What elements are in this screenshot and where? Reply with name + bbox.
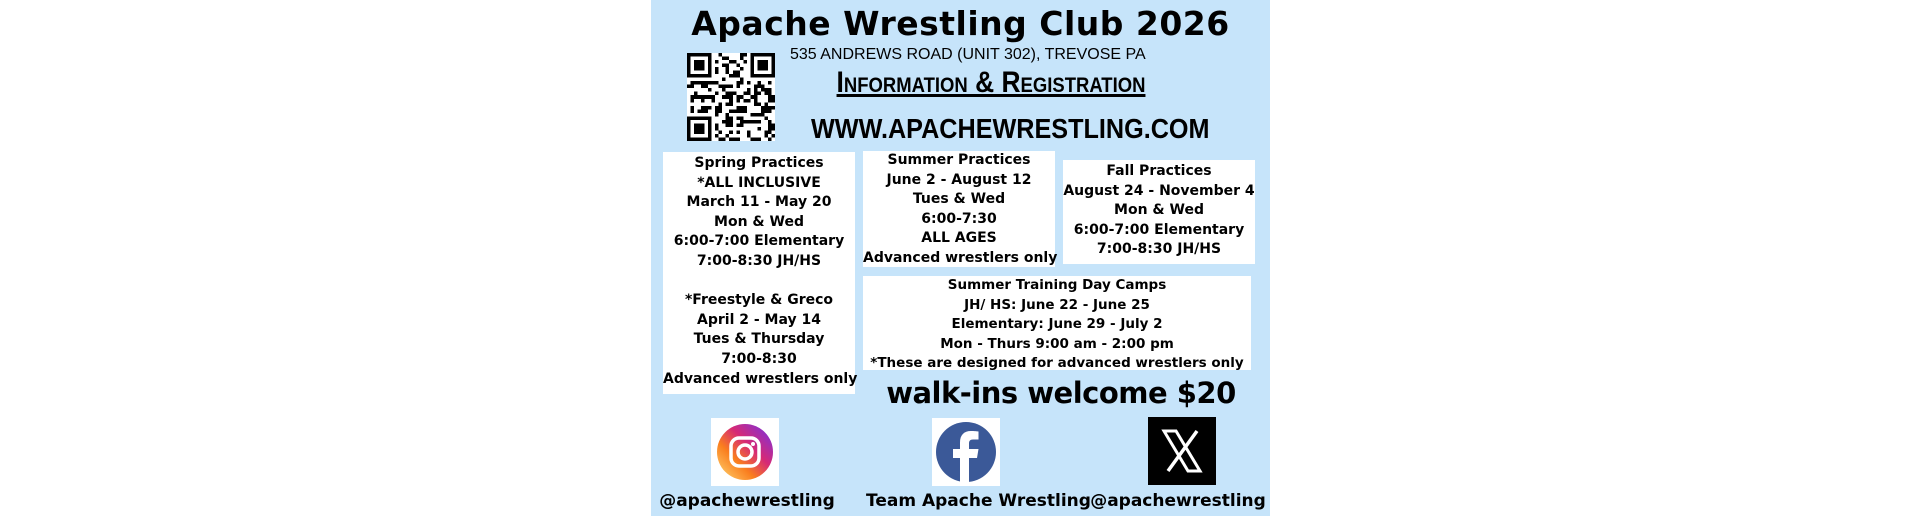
x-handle[interactable]: @apachewrestling [1090, 491, 1266, 511]
spring-line: 7:00-8:30 JH/HS [696, 252, 822, 269]
facebook-handle[interactable]: Team Apache Wrestling [866, 491, 1091, 511]
summer-line: June 2 - August 12 [886, 171, 1032, 188]
address: 535 ANDREWS ROAD (UNIT 302), TREVOSE PA [790, 46, 1146, 63]
qr-code-icon[interactable] [687, 53, 775, 141]
facebook-icon [932, 418, 1000, 486]
summer-camps-box [863, 276, 1251, 370]
flyer [651, 0, 1270, 516]
fall-line: 6:00-7:00 Elementary [1073, 221, 1245, 238]
spring-line: Advanced wrestlers only [663, 370, 858, 387]
x-button[interactable] [1148, 417, 1216, 485]
fall-practices-box [1063, 160, 1255, 264]
spring-line: *Freestyle & Greco [684, 292, 834, 309]
camps-line: JH/ HS: June 22 - June 25 [964, 296, 1150, 313]
summer-line: Advanced wrestlers only [863, 249, 1058, 266]
website-link[interactable]: WWW.APACHEWRESTLING.COM [811, 113, 1210, 144]
instagram-button[interactable] [711, 418, 779, 486]
facebook-button[interactable] [932, 418, 1000, 486]
spring-practices-box [663, 152, 858, 394]
spring-line: Mon & Wed [714, 213, 804, 230]
summer-practices-box [863, 151, 1058, 267]
spring-line: *ALL INCLUSIVE [697, 174, 821, 191]
fall-line: Fall Practices [1106, 163, 1212, 179]
spring-line: Spring Practices [694, 155, 824, 171]
walk-ins-banner: walk-ins welcome $20 [886, 376, 1236, 410]
page-title: Apache Wrestling Club 2026 [691, 4, 1230, 43]
spring-line: March 11 - May 20 [686, 194, 832, 211]
fall-line: August 24 - November 4 [1063, 182, 1255, 199]
fall-line: Mon & Wed [1114, 202, 1204, 219]
summer-line: ALL AGES [921, 230, 997, 247]
spring-spacer [663, 272, 855, 292]
spring-line: April 2 - May 14 [697, 311, 821, 328]
camps-line: Mon - Thurs 9:00 am - 2:00 pm [940, 335, 1174, 352]
camps-line: Summer Training Day Camps [947, 277, 1167, 293]
fall-line: 7:00-8:30 JH/HS [1096, 241, 1222, 258]
spring-line: 7:00-8:30 [721, 350, 797, 367]
instagram-handle[interactable]: @apachewrestling [659, 491, 835, 511]
camps-line: *These are designed for advanced wrestlers only [870, 355, 1244, 372]
summer-line: 6:00-7:30 [921, 210, 997, 227]
info-heading: Information & Registration [836, 66, 1146, 99]
spring-line: Tues & Thursday [693, 331, 825, 348]
x-icon [1148, 417, 1216, 485]
summer-line: Summer Practices [887, 152, 1031, 168]
instagram-icon [711, 418, 779, 486]
summer-line: Tues & Wed [912, 191, 1006, 208]
spring-line: 6:00-7:00 Elementary [673, 233, 845, 250]
camps-line: Elementary: June 29 - July 2 [951, 316, 1163, 333]
